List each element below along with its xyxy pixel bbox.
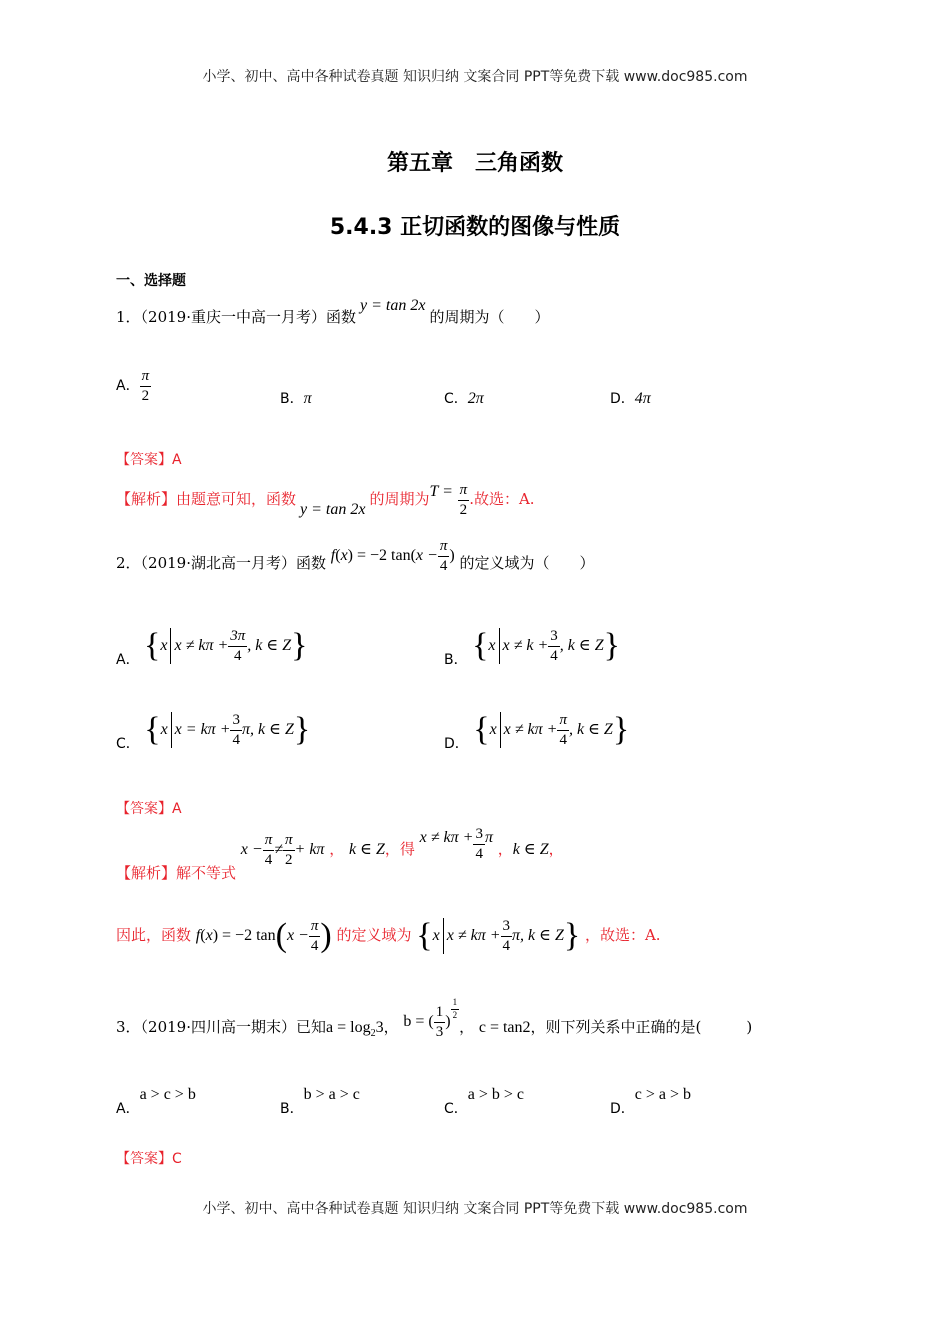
- q3-option-d-math: c > a > b: [634, 1086, 692, 1103]
- q1-analysis-func: y = tan 2x: [300, 501, 366, 518]
- q1-analysis: [116, 482, 535, 518]
- q2-answer: 【答案】A: [116, 801, 182, 817]
- q1-option-b: [280, 388, 312, 408]
- q2-analysis-comma: ，: [329, 840, 345, 858]
- section-title: 5.4.3 正切函数的图像与性质: [329, 215, 621, 240]
- q2-conclusion-prefix: 因此，函数: [116, 926, 192, 944]
- q1-analysis-suffix: .故选：A.: [469, 490, 535, 508]
- q1-answer: 【答案】A: [116, 452, 182, 468]
- q1-option-b-label: B．: [280, 391, 304, 407]
- q1-option-a: [116, 368, 151, 404]
- q3-option-a-math: a > c > b: [139, 1086, 196, 1103]
- q3-option-b-math: b > a > c: [303, 1086, 360, 1103]
- q2-option-c: C． {x x = kπ + $\frac{3}{4}$ π, k ∈ Z}: [116, 711, 311, 752]
- q1-analysis-T: T =: [429, 483, 453, 500]
- part-heading: 一、选择题: [116, 273, 186, 289]
- q3-c: c = tan2: [478, 1019, 531, 1036]
- q2-option-d-label: D．: [444, 736, 469, 752]
- q1-option-a-label: A．: [116, 378, 140, 394]
- question-3-stem: 3．（2019·四川高一期末）已知$a = \log_23$， b = ( $\frac{1}{3}$ ) $^{\frac{1}{2}}$ ， c = tan2，则下列关系中正确的是( ): [116, 997, 753, 1040]
- q2-option-d: D． {x x ≠ kπ + $\frac{\pi}{4}$ , k ∈ Z}: [444, 711, 630, 752]
- page-header: 小学、初中、高中各种试卷真题 知识归纳 文案合同 PPT等免费下载 www.doc985.com: [202, 69, 748, 85]
- q3-option-d-label: D．: [610, 1101, 635, 1117]
- q2-option-a: A． {x x ≠ kπ + $\frac{3\pi}{4}$ , k ∈ Z}: [116, 627, 308, 668]
- q1-analysis-mid: 的周期为: [369, 490, 430, 508]
- q3-option-d: [610, 1084, 692, 1117]
- q2-conclusion-suffix: ，故选：A.: [584, 926, 661, 944]
- q2-option-c-label: C．: [116, 736, 140, 752]
- q2-option-b: B． {x x ≠ k + $\frac{3}{4}$ , k ∈ Z}: [444, 627, 620, 668]
- q2-func: f(x) = −2 tan(x −: [330, 547, 438, 564]
- q3-option-b-label: B．: [280, 1101, 304, 1117]
- q3-a: a = log: [326, 1019, 371, 1036]
- q1-func: y = tan 2x: [360, 297, 426, 314]
- q3-option-a: [116, 1084, 196, 1117]
- q1-analysis-fraction: $\frac{\pi}{2}$: [459, 482, 468, 518]
- q3-suffix: ，则下列关系中正确的是( ): [530, 1018, 753, 1036]
- q3-option-c-label: C．: [444, 1101, 468, 1117]
- q2-analysis-de: ，得: [384, 840, 415, 858]
- q2-prefix: 2．（2019·湖北高一月考）函数: [116, 554, 326, 572]
- q1-option-d-label: D．: [610, 391, 635, 407]
- q3-answer: 【答案】C: [116, 1151, 182, 1167]
- q3-option-b: [280, 1084, 360, 1117]
- q2-conclusion-mid: 的定义域为: [336, 926, 412, 944]
- q3-prefix: 3．（2019·四川高一期末）已知: [116, 1018, 326, 1036]
- q1-option-d: [610, 388, 651, 408]
- question-1-stem: [116, 297, 550, 327]
- question-2-stem: 2．（2019·湖北高一月考）函数 f(x) = −2 tan(x − $\frac{\pi}{4}$ ) 的定义域为（ ）: [116, 538, 595, 574]
- q2-suffix: 的定义域为（ ）: [459, 554, 595, 572]
- q3-b: b = (: [403, 1013, 434, 1030]
- q2-option-b-label: B．: [444, 652, 468, 668]
- q1-option-c: [444, 388, 484, 408]
- q1-option-c-label: C．: [444, 391, 468, 407]
- chapter-title: 第五章 三角函数: [386, 151, 563, 176]
- q1-prefix: 1．（2019·重庆一中高一月考）函数: [116, 308, 356, 326]
- q1-option-a-fraction: $\frac{\pi}{2}$: [141, 368, 150, 404]
- q1-suffix: 的周期为（ ）: [429, 308, 550, 326]
- q3-option-c-math: a > b > c: [467, 1086, 525, 1103]
- q2-option-a-label: A．: [116, 652, 140, 668]
- q2-analysis-kz: k ∈ Z: [349, 841, 385, 858]
- q1-option-d-math: 4π: [634, 390, 651, 407]
- q2-analysis-prefix: 【解析】解不等式: [116, 864, 237, 882]
- q1-option-b-math: π: [303, 390, 312, 407]
- q2-analysis-end: ，: [548, 840, 564, 858]
- q2-analysis: 【解析】解不等式 x − $\frac{\pi}{4}$ ≠ $\frac{\pi}{2}$ + kπ ， k ∈ Z，得 x ≠ kπ + $\frac{3}{4}$ π ，k ∈ Z，: [116, 826, 564, 882]
- q1-option-c-math: 2π: [467, 390, 484, 407]
- q3-option-c: [444, 1084, 525, 1117]
- q2-conclusion: 因此，函数 f(x) = −2 tan(x − $\frac{\pi}{4}$ ) 的定义域为 {x x ≠ kπ + $\frac{3}{4}$ π, k ∈ Z} ，故选：A.: [116, 917, 661, 954]
- q1-analysis-prefix: 【解析】由题意可知，函数: [116, 490, 297, 508]
- q2-func-fraction: $\frac{\pi}{4}$: [439, 538, 448, 574]
- page-footer: 小学、初中、高中各种试卷真题 知识归纳 文案合同 PPT等免费下载 www.doc985.com: [202, 1201, 748, 1217]
- q3-option-a-label: A．: [116, 1101, 140, 1117]
